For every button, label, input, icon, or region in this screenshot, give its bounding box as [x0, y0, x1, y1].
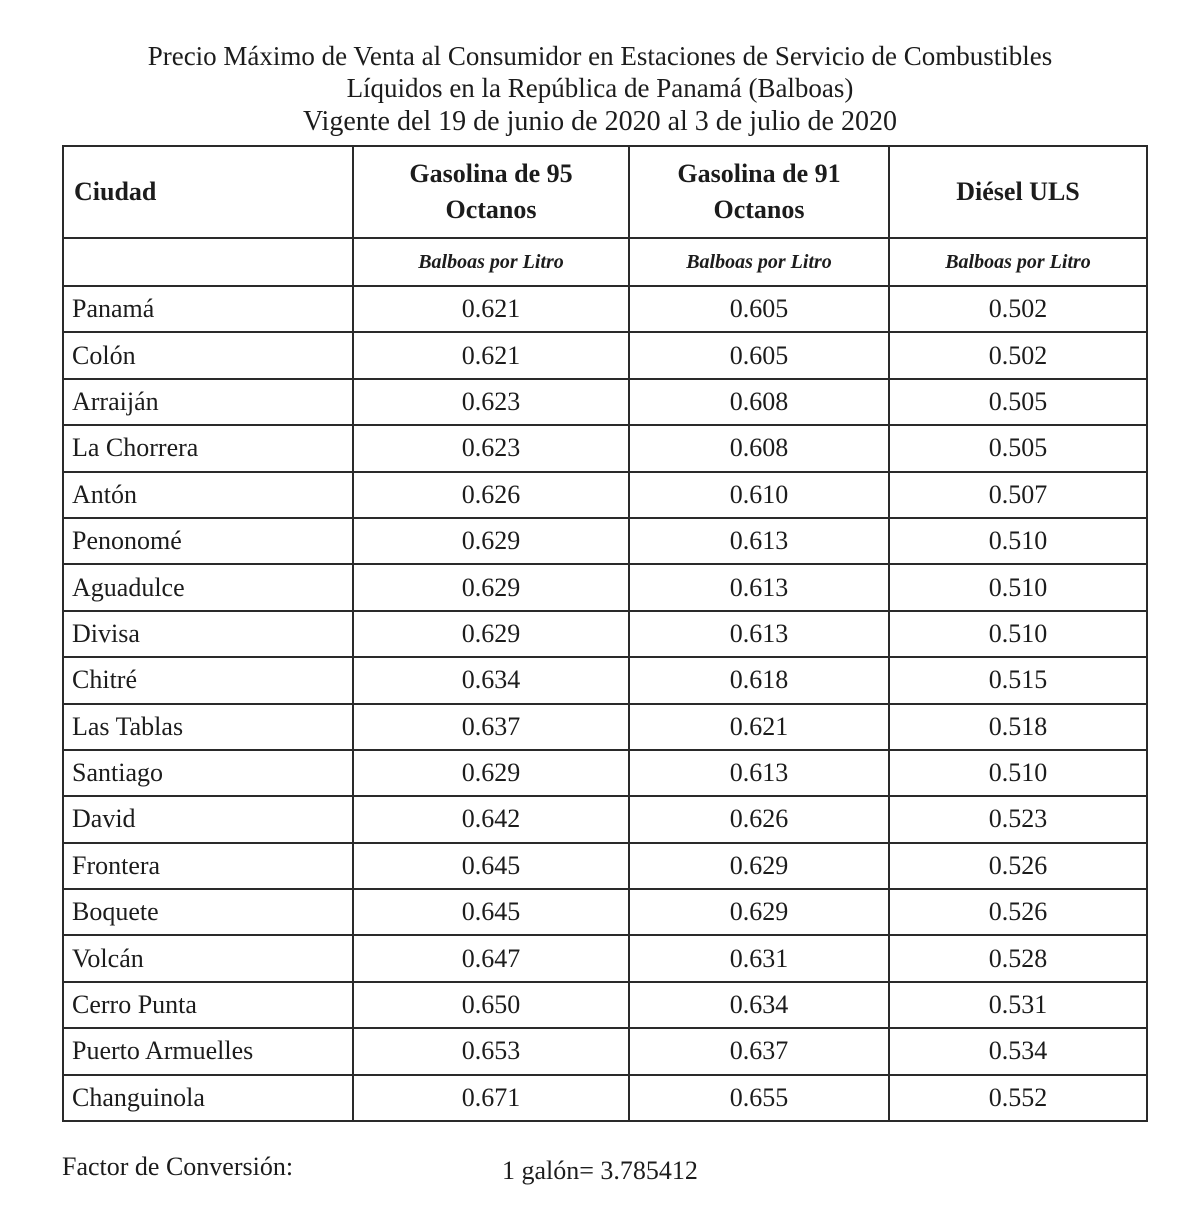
diesel-cell: 0.510	[889, 750, 1147, 796]
gasoline-91-cell: 0.634	[629, 982, 889, 1028]
city-cell: Arraiján	[63, 379, 353, 425]
header-gasoline-91-line2: Octanos	[713, 195, 805, 224]
gasoline-91-cell: 0.621	[629, 704, 889, 750]
table-row	[63, 332, 1147, 378]
table-row	[63, 704, 1147, 750]
units-gasoline-95: Balboas por Litro	[353, 238, 629, 286]
city-cell: Antón	[63, 472, 353, 518]
gasoline-91-cell: 0.608	[629, 379, 889, 425]
gasoline-95-cell: 0.645	[353, 843, 629, 889]
city-cell: La Chorrera	[63, 425, 353, 471]
diesel-cell: 0.502	[889, 286, 1147, 332]
city-cell: Divisa	[63, 611, 353, 657]
header-gasoline-95	[353, 146, 629, 238]
gasoline-95-cell: 0.623	[353, 379, 629, 425]
gasoline-91-cell: 0.655	[629, 1075, 889, 1121]
header-diesel: Diésel ULS	[889, 146, 1147, 238]
gasoline-91-cell: 0.605	[629, 286, 889, 332]
gasoline-91-cell: 0.610	[629, 472, 889, 518]
gasoline-95-cell: 0.629	[353, 518, 629, 564]
table-row	[63, 1075, 1147, 1121]
table-row	[63, 472, 1147, 518]
table-row	[63, 425, 1147, 471]
gasoline-95-cell: 0.647	[353, 935, 629, 981]
gasoline-91-cell: 0.629	[629, 843, 889, 889]
table-row	[63, 657, 1147, 703]
gasoline-91-cell: 0.626	[629, 796, 889, 842]
city-cell: David	[63, 796, 353, 842]
diesel-cell: 0.552	[889, 1075, 1147, 1121]
gasoline-95-cell: 0.629	[353, 564, 629, 610]
table-row	[63, 843, 1147, 889]
city-cell: Volcán	[63, 935, 353, 981]
fuel-price-table	[62, 145, 1148, 1122]
diesel-cell: 0.510	[889, 611, 1147, 657]
table-row	[63, 935, 1147, 981]
city-cell: Penonomé	[63, 518, 353, 564]
title-line-2: Líquidos en la República de Panamá (Balboas)	[346, 73, 854, 103]
table-row	[63, 379, 1147, 425]
diesel-cell: 0.507	[889, 472, 1147, 518]
table-row	[63, 611, 1147, 657]
diesel-cell: 0.518	[889, 704, 1147, 750]
gasoline-91-cell: 0.605	[629, 332, 889, 378]
city-cell: Cerro Punta	[63, 982, 353, 1028]
city-cell: Changuinola	[63, 1075, 353, 1121]
gasoline-95-cell: 0.629	[353, 611, 629, 657]
title-line-3: Vigente del 19 de junio de 2020 al 3 de julio de 2020	[303, 106, 897, 137]
gasoline-95-cell: 0.634	[353, 657, 629, 703]
gasoline-91-cell: 0.613	[629, 750, 889, 796]
city-cell: Chitré	[63, 657, 353, 703]
gasoline-95-cell: 0.626	[353, 472, 629, 518]
diesel-cell: 0.505	[889, 425, 1147, 471]
diesel-cell: 0.526	[889, 843, 1147, 889]
units-row	[63, 238, 1147, 286]
table-row	[63, 796, 1147, 842]
table-row	[63, 564, 1147, 610]
gasoline-91-cell: 0.613	[629, 564, 889, 610]
diesel-cell: 0.534	[889, 1028, 1147, 1074]
city-cell: Panamá	[63, 286, 353, 332]
title-line-1: Precio Máximo de Venta al Consumidor en Estaciones de Servicio de Combustibles	[147, 41, 1053, 71]
gasoline-91-cell: 0.618	[629, 657, 889, 703]
table-row	[63, 286, 1147, 332]
diesel-cell: 0.510	[889, 564, 1147, 610]
gasoline-91-cell: 0.608	[629, 425, 889, 471]
gasoline-91-cell: 0.637	[629, 1028, 889, 1074]
header-city: Ciudad	[63, 146, 353, 238]
gasoline-95-cell: 0.621	[353, 286, 629, 332]
city-cell: Aguadulce	[63, 564, 353, 610]
gasoline-95-cell: 0.629	[353, 750, 629, 796]
diesel-cell: 0.523	[889, 796, 1147, 842]
header-gasoline-91-line1: Gasolina de 91	[677, 159, 841, 188]
city-cell: Puerto Armuelles	[63, 1028, 353, 1074]
diesel-cell: 0.505	[889, 379, 1147, 425]
table-row	[63, 750, 1147, 796]
conversion-label: Factor de Conversión:	[62, 1152, 294, 1181]
gasoline-91-cell: 0.631	[629, 935, 889, 981]
table-row	[63, 1028, 1147, 1074]
gasoline-95-cell: 0.623	[353, 425, 629, 471]
gasoline-95-cell: 0.650	[353, 982, 629, 1028]
gasoline-91-cell: 0.613	[629, 611, 889, 657]
gasoline-95-cell: 0.642	[353, 796, 629, 842]
city-cell: Las Tablas	[63, 704, 353, 750]
gasoline-91-cell: 0.613	[629, 518, 889, 564]
diesel-cell: 0.510	[889, 518, 1147, 564]
gasoline-95-cell: 0.653	[353, 1028, 629, 1074]
diesel-cell: 0.526	[889, 889, 1147, 935]
header-row	[63, 146, 1147, 238]
diesel-cell: 0.528	[889, 935, 1147, 981]
document-title	[0, 40, 1200, 138]
conversion-value: 1 galón= 3.785412	[502, 1156, 698, 1185]
city-cell: Boquete	[63, 889, 353, 935]
gasoline-91-cell: 0.629	[629, 889, 889, 935]
gasoline-95-cell: 0.621	[353, 332, 629, 378]
header-gasoline-91	[629, 146, 889, 238]
price-rows	[63, 286, 1147, 1121]
header-gasoline-95-line2: Octanos	[445, 195, 537, 224]
gasoline-95-cell: 0.645	[353, 889, 629, 935]
units-gasoline-91: Balboas por Litro	[629, 238, 889, 286]
city-cell: Colón	[63, 332, 353, 378]
header-gasoline-95-line1: Gasolina de 95	[409, 159, 573, 188]
gasoline-95-cell: 0.637	[353, 704, 629, 750]
table-row	[63, 518, 1147, 564]
city-cell: Santiago	[63, 750, 353, 796]
units-diesel: Balboas por Litro	[889, 238, 1147, 286]
gasoline-95-cell: 0.671	[353, 1075, 629, 1121]
units-city-empty	[63, 238, 353, 286]
diesel-cell: 0.515	[889, 657, 1147, 703]
city-cell: Frontera	[63, 843, 353, 889]
diesel-cell: 0.502	[889, 332, 1147, 378]
diesel-cell: 0.531	[889, 982, 1147, 1028]
conversion-footer	[62, 1152, 1146, 1188]
table-row	[63, 982, 1147, 1028]
table-row	[63, 889, 1147, 935]
